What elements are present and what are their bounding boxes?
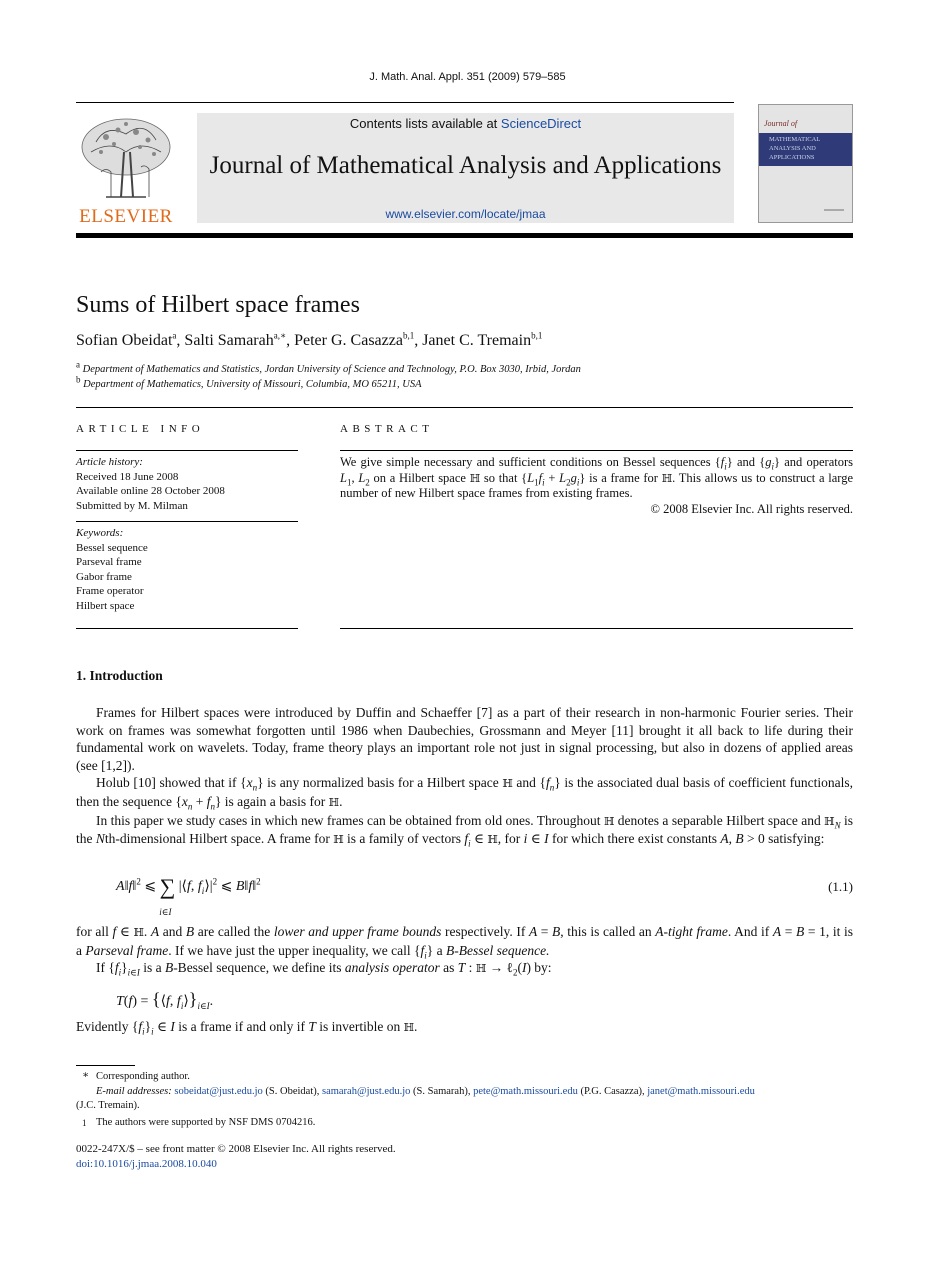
author-4: Janet C. Tremain xyxy=(422,332,532,349)
header-thick-rule xyxy=(76,233,853,238)
asterisk-mark: ∗ xyxy=(82,1070,90,1081)
history-received: Received 18 June 2008 xyxy=(76,470,179,483)
issn-line: 0022-247X/$ – see front matter © 2008 Elsevier Inc. All rights reserved. xyxy=(76,1143,396,1155)
intro-paragraph-4: for all f ∈ ℍ. A and B are called the lower and upper frame bounds respectively. If A = B, this is called an A-tight frame. And if A = B = 1, it is a Parseval frame. If we have just the upper inequality, we call $\{f_i\}$ a B-Bessel sequence. xyxy=(76,924,853,961)
section-heading-introduction: 1. Introduction xyxy=(76,668,163,683)
intro-paragraph-2: Holub [10] showed that if $\{x_n\}$ is any normalized basis for a Hilbert space ℍ and $\{f_n\}$ is the associated dual basis of coefficient functionals, then the sequence $\{x_n + f_n\}$ is again a basis for ℍ. xyxy=(76,775,853,812)
contents-line xyxy=(197,115,734,133)
footnotes xyxy=(76,1070,853,1130)
email-owner: (P.G. Casazza), xyxy=(580,1085,645,1097)
keyword-item: Hilbert space xyxy=(76,599,135,612)
abstract-body: We give simple necessary and sufficient conditions on Bessel sequences $\{f_i\}$ and $\{g_i\}$ and operators $L_1$, $L_2$ on a Hilbert space ℍ so that $\{L_1f_i + L_2g_i\}$ is a frame for ℍ. This allows us to construct a large number of new Hilbert space frames from existing frames. © 2008 Elsevier Inc. All rights reserved. xyxy=(340,455,854,516)
header-rule xyxy=(76,102,734,103)
front-matter xyxy=(76,1142,396,1172)
journal-url[interactable]: www.elsevier.com/locate/jmaa xyxy=(385,207,546,221)
journal-banner xyxy=(197,113,734,223)
author-2: Salti Samarah xyxy=(184,332,274,349)
equation-analysis-operator: T(f) = {⟨f, $f_i⟩\}_{i\in I}$. xyxy=(116,989,214,1011)
email-owner: (S. Samarah), xyxy=(413,1085,471,1097)
history-online: Available online 28 October 2008 xyxy=(76,485,225,497)
affiliations xyxy=(76,359,581,392)
affiliation-a xyxy=(76,359,581,378)
footnote-support: 1 The authors were supported by NSF DMS 0704216. xyxy=(82,1116,316,1128)
journal-cover xyxy=(758,104,853,223)
journal-title: Journal of Mathematical Analysis and Applications xyxy=(209,152,722,179)
sciencedirect-link[interactable]: ScienceDirect xyxy=(500,116,582,131)
cover-title-line-2: MATHEMATICAL xyxy=(769,136,821,143)
keyword-item: Frame operator xyxy=(76,585,144,597)
equation-number: (1.1) xyxy=(828,879,853,894)
author-1: Sofian Obeidat xyxy=(76,332,173,349)
elsevier-logo xyxy=(76,112,176,227)
keyword-item: Parseval frame xyxy=(76,556,142,568)
intro-body-continued xyxy=(76,923,853,978)
intro-paragraph-6: Evidently $\{f_i\}_i$ ∈ I is a frame if and only if T is invertible on ℍ. xyxy=(76,1019,418,1037)
abstract-rule-bottom xyxy=(340,628,853,629)
keyword-item: Gabor frame xyxy=(76,570,132,583)
keywords-label: Keywords: xyxy=(76,527,124,539)
email-link[interactable]: sobeidat@just.edu.jo xyxy=(174,1085,263,1097)
journal-reference: J. Math. Anal. Appl. 351 (2009) 579–585 xyxy=(369,71,566,83)
doi-link[interactable]: doi:10.1016/j.jmaa.2008.10.040 xyxy=(76,1158,217,1170)
history-label: Article history: xyxy=(76,456,143,468)
history-submitted: Submitted by M. Milman xyxy=(76,499,188,512)
email-owner: (S. Obeidat), xyxy=(265,1085,320,1097)
author-1-mark: a xyxy=(172,330,177,341)
abstract-heading: ABSTRACT xyxy=(340,423,434,435)
affiliation-b-mark: b xyxy=(76,374,81,384)
affiliation-b-text: Department of Mathematics, University of Missouri, Columbia, MO 65211, USA xyxy=(83,378,422,390)
contents-prefix: Contents lists available at xyxy=(349,116,498,131)
cover-decoration xyxy=(824,209,844,211)
abstract-copyright: © 2008 Elsevier Inc. All rights reserved. xyxy=(650,501,853,516)
abstract-rule-top xyxy=(340,450,853,451)
intro-paragraph-3: In this paper we study cases in which new frames can be obtained from old ones. Throughout ℍ denotes a separable Hilbert space and ℍ$_N$ is the Nth-dimensional Hilbert space. A frame for ℍ is a family of vectors $f_i$ ∈ ℍ, for i ∈ I for which there exist constants A, B > 0 satisfying: xyxy=(76,812,853,849)
intro-paragraph-5: If $\{f_i\}_{i\in I}$ is a B-Bessel sequence, we define its analysis operator as T : ℍ → ℓ$_2$(I) by: xyxy=(96,960,552,978)
cover-title-band xyxy=(759,133,852,166)
support-text: The authors were supported by NSF DMS 0704216. xyxy=(96,1116,316,1128)
footnote-corresponding xyxy=(76,1070,853,1085)
footnote-emails xyxy=(76,1085,853,1100)
affiliation-b xyxy=(76,374,581,393)
article-info-rule-2 xyxy=(76,521,298,522)
author-list: Sofian Obeidat$^a$, Salti Samarah$^{a,∗}$, Peter G. Casazza$^{b,1}$, Janet C. Tremain$^{b,1}$ xyxy=(76,330,543,349)
article-info-rule-3 xyxy=(76,628,298,629)
cover-title-line-3: ANALYSIS AND xyxy=(769,145,816,152)
footnote-rule xyxy=(76,1065,135,1066)
author-3: Peter G. Casazza xyxy=(294,332,403,349)
keyword-item: Bessel sequence xyxy=(76,541,148,554)
cover-title-line-4: APPLICATIONS xyxy=(769,154,815,161)
publisher-name: ELSEVIER xyxy=(79,206,173,227)
article-history xyxy=(76,455,225,513)
elsevier-tree-icon xyxy=(76,112,176,207)
affiliation-a-text: Department of Mathematics and Statistics, Jordan University of Science and Technology, P.O. Box 3030, Irbid, Jordan xyxy=(82,364,581,375)
email-link[interactable]: pete@math.missouri.edu xyxy=(473,1085,578,1097)
intro-paragraph-1: Frames for Hilbert spaces were introduced by Duffin and Schaeffer [7] as a part of their research in non-harmonic Fourier series. Their work on frames was somewhat forgotten until 1986 when Daubechies, Grossmann and Meyer [11] brought it all back to life during their fundamental work on wavelets. Today, frame theory plays an important role not just in signal processing, but also in dozens of applied areas (see [1,2]). xyxy=(76,705,853,773)
article-title: Sums of Hilbert space frames xyxy=(76,292,360,318)
intro-body xyxy=(76,704,853,849)
keywords xyxy=(76,526,148,613)
email-link[interactable]: janet@math.missouri.edu xyxy=(647,1085,755,1097)
article-info-rule-1 xyxy=(76,450,298,451)
equation-1-1: A‖f‖$^2$ ⩽ ∑ i∈I |⟨f, $f_i⟩|^2$ ⩽ B‖f‖$^2$ xyxy=(116,874,261,917)
email-label: E-mail addresses: xyxy=(96,1085,172,1097)
article-info-heading: ARTICLE INFO xyxy=(76,423,205,435)
corresponding-text: Corresponding author. xyxy=(96,1071,190,1082)
author-3-mark: b,1 xyxy=(402,330,415,341)
cover-title-journal-of: Journal of xyxy=(764,119,798,128)
affiliation-a-mark: a xyxy=(76,359,80,370)
author-4-mark: b,1 xyxy=(531,330,543,341)
email-link[interactable]: samarah@just.edu.jo xyxy=(321,1085,411,1097)
author-2-mark: a,∗ xyxy=(273,330,287,341)
info-top-rule xyxy=(76,407,853,408)
footnote-emails-end: (J.C. Tremain). xyxy=(76,1100,140,1111)
